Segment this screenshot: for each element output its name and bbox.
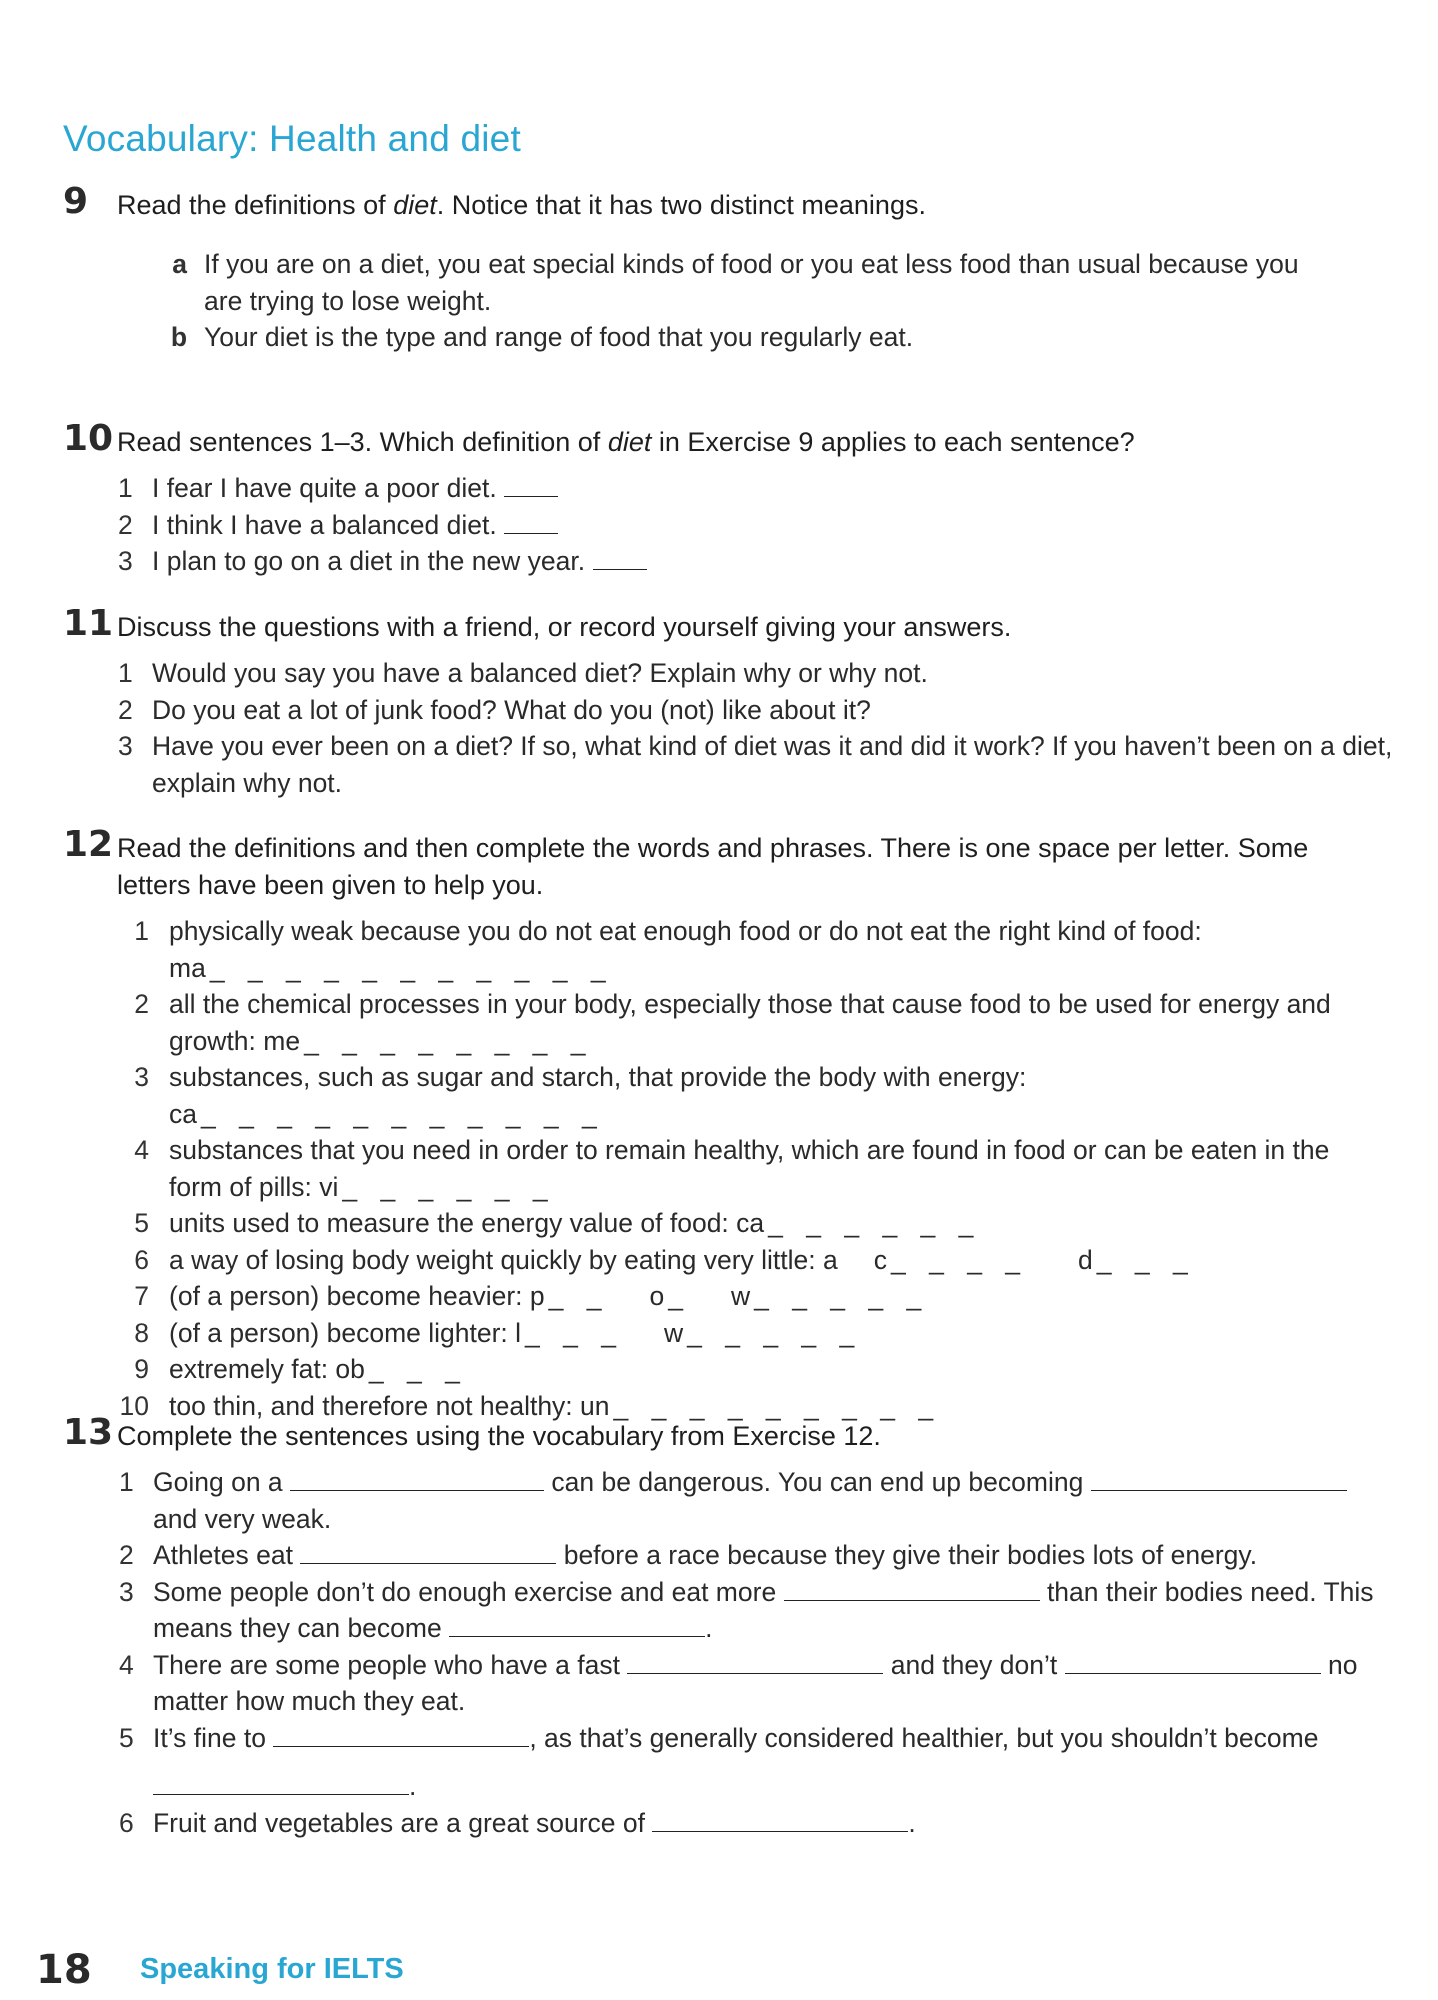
exercise-instruction: Complete the sentences using the vocabulary from Exercise 12.: [117, 1421, 881, 1451]
list-item: a If you are on a diet, you eat special kinds of food or you eat less food than usual because you are trying to lose weight.: [172, 249, 1299, 316]
definition-list: [163, 246, 1323, 356]
list-item: 3 I plan to go on a diet in the new year.: [118, 543, 1368, 580]
answer-blank: [300, 1539, 556, 1564]
book-title: Speaking for IELTS: [140, 1953, 404, 1985]
list-item: 1 physically weak because you do not eat enough food or do not eat the right kind of food: ma _ _ _ _ _ _ _ _ _ _ _: [134, 916, 1202, 983]
exercise-number: 11: [63, 603, 114, 644]
list-item: 2 I think I have a balanced diet.: [118, 507, 1368, 544]
exercise-number: 13: [63, 1412, 114, 1453]
exercise-instruction: Read the definitions and then complete the words and phrases. There is one space per letter. Some letters have been given to help you.: [117, 833, 1309, 900]
answer-blank: [153, 1770, 409, 1795]
list-item: 9 extremely fat: ob _ _ _: [134, 1354, 468, 1384]
answer-blank: [504, 509, 558, 534]
section-title: Vocabulary: Health and diet: [63, 118, 521, 159]
answer-blank: [504, 472, 558, 497]
answer-blank: [593, 545, 647, 570]
list-item: 3 Have you ever been on a diet? If so, what kind of diet was it and did it work? If you haven’t been on a diet, explain why not.: [118, 731, 1393, 798]
answer-blank: [290, 1466, 544, 1491]
list-item: 5 units used to measure the energy value of food: ca _ _ _ _ _ _: [134, 1208, 982, 1238]
list-item: 1 Going on a can be dangerous. You can end up becoming and very weak.: [119, 1464, 1409, 1537]
page-number: 18: [36, 1947, 92, 1993]
list-item: 6 Fruit and vegetables are a great source of .: [119, 1807, 916, 1838]
definition-list: [115, 913, 1415, 1424]
exercise-instruction: Read the definitions of diet. Notice that it has two distinct meanings.: [117, 190, 926, 220]
exercise-13: [63, 1412, 1403, 1841]
list-item: 1 Would you say you have a balanced diet? Explain why or why not.: [118, 658, 928, 688]
list-item: 1 I fear I have quite a poor diet.: [118, 470, 1368, 507]
list-item: 2 all the chemical processes in your body, especially those that cause food to be used for energy and growth: me _ _ _ _ _ _ _ _: [134, 989, 1331, 1056]
exercise-9: [63, 181, 1403, 356]
list-item: 8 (of a person) become lighter: l _ _ _ w _ _ _ _ _: [134, 1317, 863, 1348]
list-item: 3 substances, such as sugar and starch, that provide the body with energy: ca _ _ _ _ _ _ _ _ _ _ _: [134, 1062, 1027, 1129]
list-item: 2 Do you eat a lot of junk food? What do you (not) like about it?: [118, 694, 871, 725]
answer-blank: [273, 1722, 529, 1747]
answer-blank: [627, 1649, 883, 1674]
answer-blank: [784, 1576, 1040, 1601]
list-item: 4 There are some people who have a fast and they don’t no matter how much they eat.: [119, 1649, 1358, 1716]
exercise-instruction: Discuss the questions with a friend, or record yourself giving your answers.: [117, 612, 1012, 642]
list-item: b Your diet is the type and range of food that you regularly eat.: [170, 322, 914, 352]
list-item: 4 substances that you need in order to remain healthy, which are found in food or can be eaten in the form of pills: vi _ _ _ _ _ _: [134, 1135, 1330, 1202]
exercise-number: 9: [63, 181, 89, 222]
list-item: 5 It’s fine to , as that’s generally considered healthier, but you shouldn’t become .: [119, 1722, 1319, 1801]
answer-blank: [652, 1807, 908, 1832]
sentence-list: [119, 1464, 1409, 1841]
exercise-10: [63, 418, 1403, 580]
exercise-number: 12: [63, 824, 114, 865]
answer-blank: [449, 1612, 705, 1637]
answer-blank: [1065, 1649, 1321, 1674]
exercise-number: 10: [63, 418, 114, 459]
list-item: 6 a way of losing body weight quickly by eating very little: a c _ _ _ _ d _ _ _: [134, 1244, 1196, 1275]
exercise-11: [63, 603, 1403, 801]
list-item: 10 too thin, and therefore not healthy: un _ _ _ _ _ _ _ _ _: [119, 1390, 942, 1421]
sentence-list: [118, 470, 1368, 580]
list-item: 2 Athletes eat before a race because they give their bodies lots of energy.: [119, 1540, 1258, 1570]
list-item: 7 (of a person) become heavier: p _ _ o _ w _ _ _ _ _: [134, 1281, 930, 1311]
question-list: [118, 655, 1408, 801]
list-item: 3 Some people don’t do enough exercise and eat more than their bodies need. This means they can become .: [119, 1576, 1374, 1643]
exercise-12: [63, 824, 1403, 1424]
exercise-instruction: Read sentences 1–3. Which definition of diet in Exercise 9 applies to each sentence?: [117, 427, 1135, 457]
answer-blank: [1091, 1466, 1347, 1491]
